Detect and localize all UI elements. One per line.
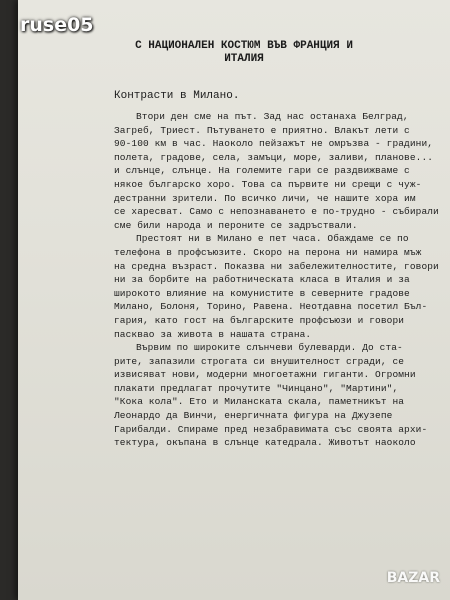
body-line: дестранни зрители. По всичко личи, че нашите хора им [114, 192, 416, 204]
body-line: сме били народа и пероните се задръствали. [114, 219, 358, 231]
body-line: полета, градове, села, замъци, море, заливи, планове... [114, 151, 434, 163]
body-line: ни за борбите на работническата класа в Италия и за [114, 274, 410, 286]
document-page [18, 0, 450, 600]
body-line: извисяват нови, модерни многоетажни гиганти. Огромни [114, 369, 416, 381]
body-line: се харесват. Само с непознаването е по-трудно - събирали [114, 206, 439, 218]
body-line: Втори ден сме на път. Зад нас останаха Белград, [136, 111, 409, 122]
body-line: някое българско хоро. Това са първите ни срещи с чуж- [114, 178, 422, 190]
bazar-logo: BAZAR [386, 570, 440, 586]
body-line: и слънце, слънце. На големите гари се раздвижваме с [114, 165, 410, 177]
body-line: Леонардо да Винчи, енергичната фигура на Джузепе [114, 410, 393, 422]
body-line: Загреб, Триест. Пътуването е приятно. Влакът лети с [114, 124, 410, 136]
title-line-2: ИТАЛИЯ [224, 53, 264, 65]
body-line: Вървим по широките слънчеви булеварди. До ста- [136, 342, 403, 354]
section-subtitle: Контрасти в Милано. [114, 90, 240, 102]
body-line: тектура, окъпана в слънце катедрала. Животът наоколо [114, 437, 416, 449]
body-line: телефона в профсъюзите. Скоро на перона ни намира мъж [114, 246, 422, 258]
body-line: "Кока кола". Ето и Миланската скала, паметникът на [114, 396, 405, 408]
document-title [54, 40, 434, 66]
body-line: плакати предлагат прочутите "Чинцано", "Мартини", [114, 382, 399, 394]
body-line: на средна възраст. Показва ни забележителностите, говори [114, 260, 439, 272]
body-line: пасквао за живота в нашата страна. [114, 328, 312, 340]
body-text [114, 110, 450, 450]
body-line: Милано, Болоня, Торино, Равена. Неотдавна посетил Бъл- [114, 301, 428, 313]
body-line: гария, като гост на българските профсъюзи и говори [114, 314, 405, 326]
body-line: Престоят ни в Милано е пет часа. Обаждаме се по [136, 233, 409, 245]
title-line-1: С НАЦИОНАЛЕН КОСТЮМ ВЪВ ФРАНЦИЯ И [135, 40, 353, 52]
body-line: Гарибалди. Спираме пред незабравимата със своята архи- [114, 423, 428, 435]
body-line: 90-100 км в час. Наоколо пейзажът не омръзва - градини, [114, 138, 434, 150]
body-line: рите, запазили строгата си внушителност сгради, се [114, 355, 405, 367]
watermark: ruse05 [20, 14, 94, 36]
body-line: широкото влияние на комунистите в северните градове [114, 287, 410, 299]
